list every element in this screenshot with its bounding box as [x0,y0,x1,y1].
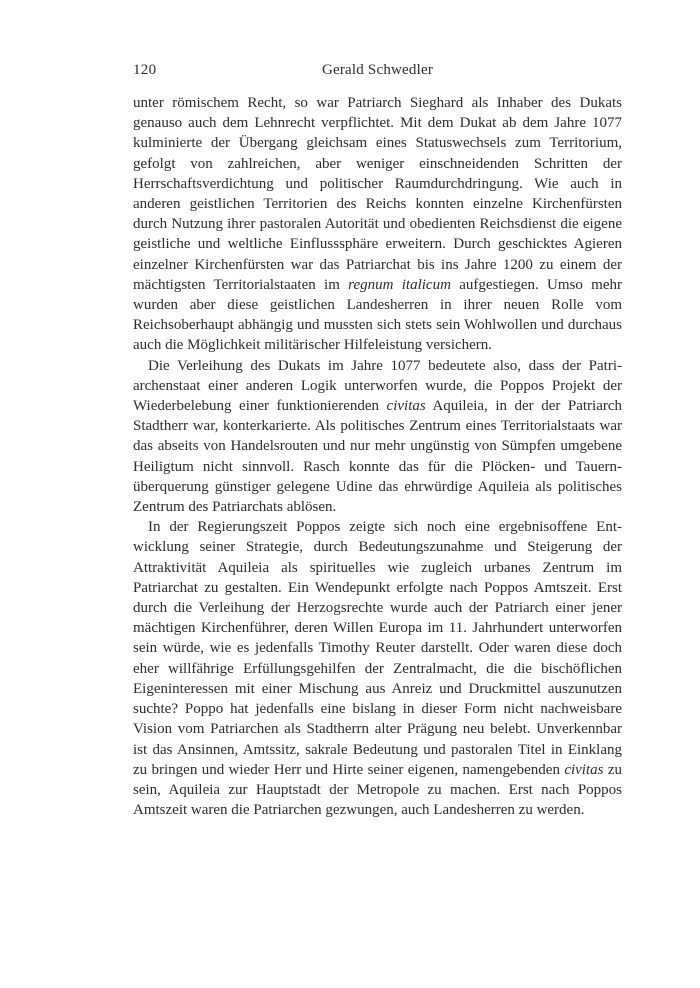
latin-term-italic: civitas [386,398,426,415]
running-header-author: Gerald Schwedler [321,62,434,78]
body-paragraph-3 [133,517,622,820]
body-paragraph-2 [133,356,622,518]
latin-term-italic: regnum italicum [348,276,451,293]
paragraph-text: In der Regierungszeit Poppos zeigte sich noch eine ergebnisoffene Entwicklung seiner Strategie, durch Bedeutungszunahme und Steigerung der Attraktivität Aquileia als spirituelles wie zugleich urbanes Zentrum im Patriarchat zu gestalten. Ein Wendepunkt erfolgte nach Poppos Amtszeit. Erst durch die Verleihung der Herzogsrechte wurde auch der Patriarch einer jener mächtigen Kirchenführer, deren Willen Europa im 11. Jahrhundert unterworfen sein würde, wie es jedenfalls Timothy Reuter darstellt. Oder waren diese doch eher willfährige Erfüllungsgehilfen der Zentralmacht, die die bischöflichen Eigeninteressen mit einer Mischung aus Anreiz und Druckmittel auszunutzen suchte? Poppo hat jedenfalls eine bislang in dieser Form nicht nachweisbare Vision vom Patriarchen als Stadtherrn alter Prägung neu belebt. Unverkennbar ist das Ansinnen, Amtssitz, sakrale Bedeutung und pastoralen Titel in Einklang zu bringen und wieder Herr und Hirte seiner eigenen, namengebenden [133,519,622,778]
latin-term-italic: civitas [564,761,604,778]
paragraph-text: unter römischem Recht, so war Patriarch Sieghard als Inhaber des Dukats genauso auch dem Lehnrecht verpflichtet. Mit dem Dukat ab dem Jahre 1077 kulminierte der Übergang gleichsam eines Statuswechsels zum Territorium, gefolgt von zahlreichen, aber weniger einschneidenden Schritten der Herrschaftsverdichtung und politischer Raumdurchdringung. Wie auch in anderen geistlichen Territorien des Reichs konnten einzelne Kirchenfürsten durch Nutzung ihrer pastoralen Autorität und obedienten Reichsdienst die eigene geistliche und weltliche Einflusssphäre erweitern. Durch geschicktes Agieren einzelner Kirchenfürsten war das Patriarchat bis ins Jahre 1200 zu einem der mächtigsten Territorialstaaten im [133,95,622,293]
paragraph-text: Aquileia, in der der Patriarch Stadtherr war, konterkarierte. Als politisches Zentrum eines Territorialstaats war das abseits von Handelsrouten und nur mehr ungünstig von Sümpfen umgebene Heiligtum nicht sinnvoll. Rasch konnte das für die Plöcken- und Tauernüberquerung günstiger gelegene Udine das ehrwürdige Aquileia als politisches Zentrum des Patriarchats ablösen. [133,398,623,516]
body-text [133,93,622,820]
body-paragraph-1 [133,93,622,356]
paragraph-text: aufgestiegen. Umso mehr wurden aber diese geistlichen Landesherren in ihrer neuen Rolle vom Reichsoberhaupt abhängig und mussten sich stets sein Wohlwollen und durchaus auch die Möglichkeit militärischer Hilfeleistung versichern. [133,276,622,354]
page-header [133,60,622,80]
page-number: 120 [133,62,157,78]
paragraph-text: Die Verleihung des Dukats im Jahre 1077 bedeutete also, dass der Patriarchenstaat einer anderen Logik unterworfen wurde, die Poppos Projekt der Wiederbelebung einer funktionierenden [133,357,622,415]
paragraph-text: zu sein, Aquileia zur Hauptstadt der Metropole zu machen. Erst nach Poppos Amtszeit waren die Patriarchen gezwungen, auch Landesherren zu werden. [133,761,622,819]
